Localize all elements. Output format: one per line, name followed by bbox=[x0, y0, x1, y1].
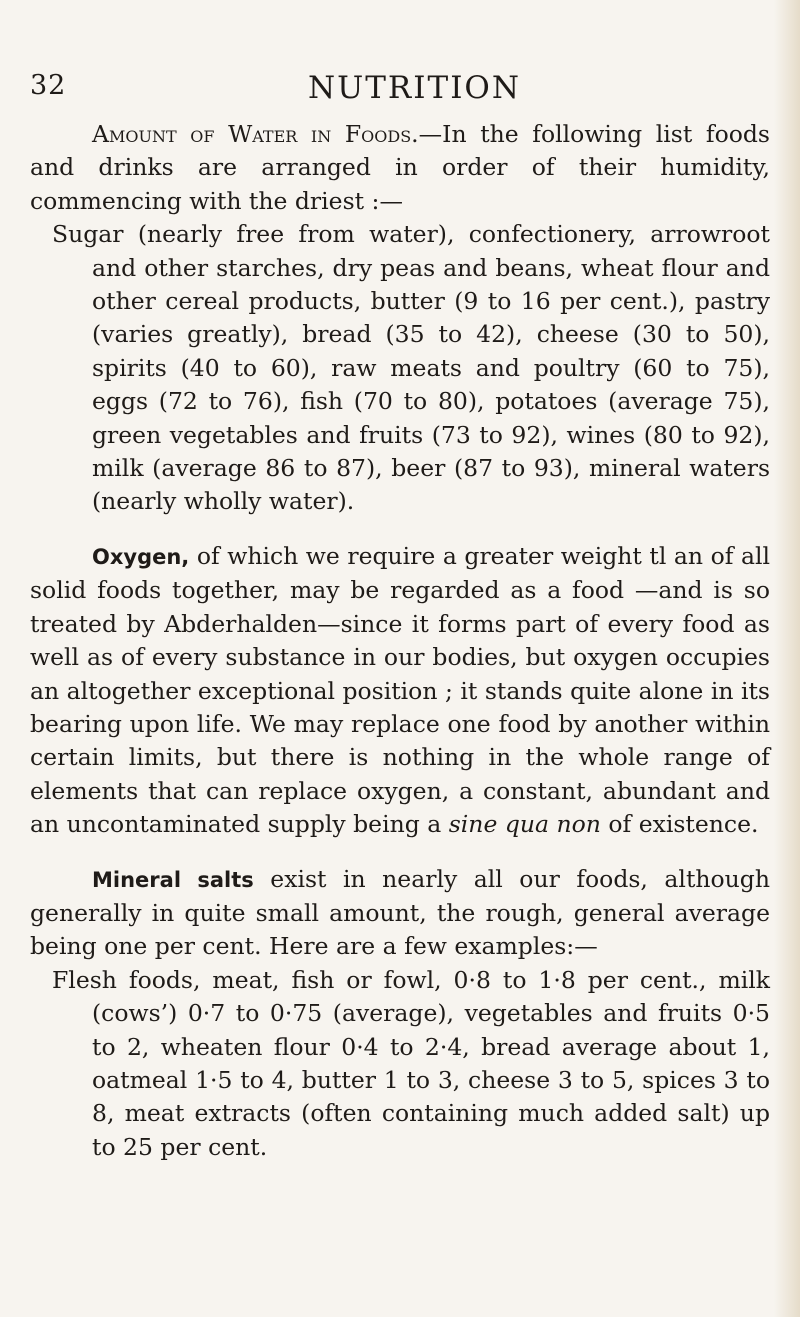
oxygen-text-2: of existence. bbox=[600, 810, 759, 839]
minerals-paragraph bbox=[30, 863, 770, 964]
oxygen-italic-phrase: sine qua non bbox=[448, 810, 601, 839]
oxygen-paragraph bbox=[30, 540, 770, 842]
book-page bbox=[30, 70, 770, 1164]
page-number: 32 bbox=[30, 70, 67, 101]
water-heading: Amount of Water in Foods. bbox=[92, 120, 419, 148]
water-intro: —In the following list foods and drinks are arranged in order of their humidity, commencing with the driest :— bbox=[30, 120, 770, 215]
page-edge-shadow bbox=[774, 0, 800, 1317]
oxygen-text-1: of which we require a greater weight tl an of all solid foods together, may be regarded as a food —and is so treated by Abderhalden—since it forms part of every food as well as of every substance in our bodies, but oxygen occupies an altogether exceptional position ; it stands quite alone in its bearing upon life. We may replace one food by another within certain limits, but there is nothing in the whole range of elements that can replace oxygen, a constant, abundant and an uncontaminated supply being a bbox=[30, 541, 770, 839]
minerals-intro: exist in nearly all our foods, although generally in quite small amount, the rough, general average being one per cent. Here are a few examples:— bbox=[30, 864, 770, 961]
minerals-lead: Mineral salts bbox=[92, 867, 254, 892]
water-paragraph bbox=[30, 118, 770, 218]
minerals-examples-paragraph: Flesh foods, meat, fish or fowl, 0·8 to 1·8 per cent., milk (cows’) 0·7 to 0·75 (average), vegetables and fruits 0·5 to 2, wheaten flour 0·4 to 2·4, bread average about 1, oatmeal 1·5 to 4, butter 1 to 3, cheese 3 to 5, spices 3 to 8, meat extracts (often containing much added salt) up to 25 per cent. bbox=[52, 965, 770, 1161]
running-title: NUTRITION bbox=[308, 70, 521, 106]
water-list-paragraph: Sugar (nearly free from water), confectionery, arrowroot and other starches, dry peas and beans, wheat flour and other cereal products, butter (9 to 16 per cent.), pastry (varies greatly), bread (35 to 42), cheese (30 to 50), spirits (40 to 60), raw meats and poultry (60 to 75), eggs (72 to 76), fish (70 to 80), potatoes (average 75), green vegetables and fruits (73 to 92), wines (80 to 92), milk (average 86 to 87), beer (87 to 93), mineral waters (nearly wholly water). bbox=[52, 220, 770, 516]
page-header bbox=[30, 70, 770, 114]
oxygen-lead: Oxygen, bbox=[92, 544, 190, 569]
